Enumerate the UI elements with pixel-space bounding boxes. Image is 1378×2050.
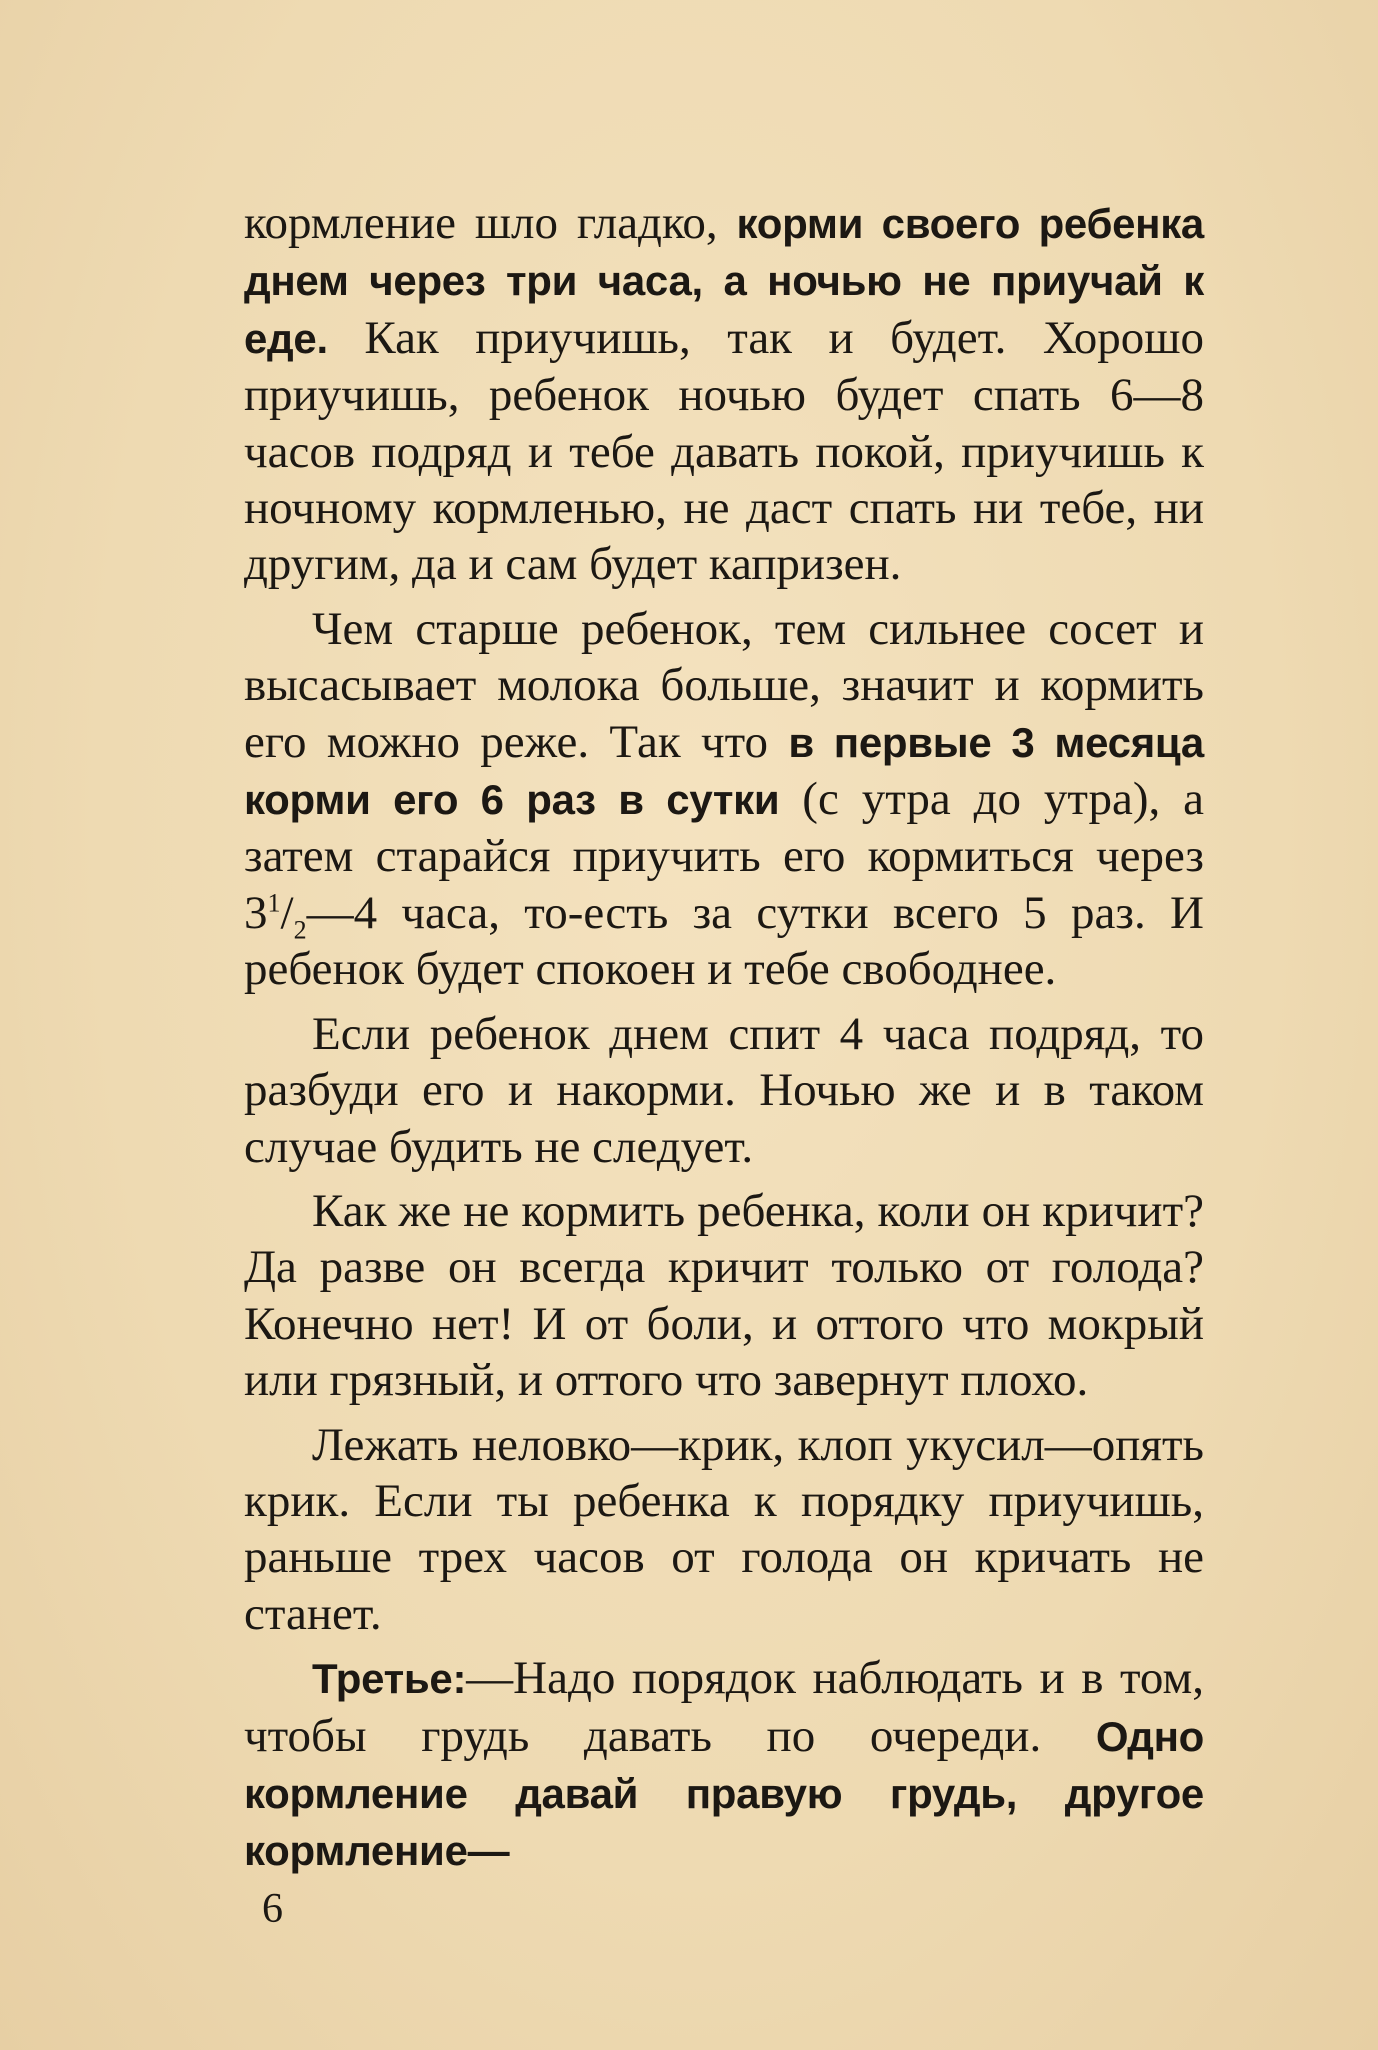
paragraph-6-bold-1: Третье: (312, 1655, 467, 1703)
text-column (244, 195, 1204, 1880)
paragraph-3 (244, 1006, 1204, 1175)
paragraph-2: Чем старше ребенок, тем сильнее сосет и высасывает молока больше, значит и кормить его можно реже. Так что в первые 3 месяца корми его 6 раз в сутки (с утра до утра), а затем старайся приучить его кормиться через $3^1/_2—4$ часа, то-есть за сутки всего 5 раз. И ребенок будет спокоен и тебе свободнее. (244, 602, 1204, 996)
page-number: 6 (262, 1886, 283, 1932)
fraction-denominator: 2 (293, 915, 307, 945)
paragraph-1-text-2: Как приучишь, так и будет. Хорошо приучишь, ребенок ночью будет спать 6—8 часов подряд и тебе давать покой, приучишь к ночному кормленью, не даст спать ни тебе, ни другим, да и сам будет капризен. (244, 311, 1204, 591)
paragraph-1-bold-1: корми своего ребенка днем через три часа, а ночью не приучай к еде. (244, 200, 1204, 362)
paragraph-2-text-1: Чем старше ребенок, тем сильнее сосет и высасывает молока больше, значит и кормить его можно реже. Так что (244, 602, 1204, 768)
paragraph-2-bold-1: в первые 3 месяца корми его 6 раз в сутки (244, 718, 1204, 824)
paragraph-6-text-1: —Надо порядок наблюдать и в том, чтобы грудь давать по очереди. (244, 1652, 1204, 1762)
paragraph-2-text-3: —4 часа, то-есть за сутки всего 5 раз. И ребенок будет спокоен и тебе свободнее. (244, 886, 1204, 996)
paragraph-1-text-1: кормление шло гладко, (244, 197, 737, 249)
fraction-numerator: 1 (267, 888, 281, 918)
paragraph-5 (244, 1417, 1204, 1643)
paragraph-6 (244, 1650, 1204, 1880)
paragraph-6-bold-2: Одно кормление давай правую грудь, другое кормление— (244, 1712, 1204, 1875)
paragraph-4 (244, 1183, 1204, 1409)
paragraph-2-text-2: (с утра до утра), а затем старайся приучить его кормиться через 3 (244, 773, 1204, 939)
paragraph-4-text-1: Как же не кормить ребенка, коли он кричит? Да разве он всегда кричит только от голода? Конечно нет! И от боли, и оттого что мокрый или грязный, и оттого что завернут плохо. (244, 1184, 1204, 1407)
paragraph-3-text-1: Если ребенок днем спит 4 часа подряд, то разбуди его и накорми. Ночью же и в таком случае будить не следует. (244, 1007, 1204, 1173)
paragraph-5-text-1: Лежать неловко—крик, клоп укусил—опять крик. Если ты ребенка к порядку приучишь, раньше трех часов от голода он кричать не станет. (244, 1418, 1204, 1640)
paragraph-1 (244, 195, 1204, 593)
